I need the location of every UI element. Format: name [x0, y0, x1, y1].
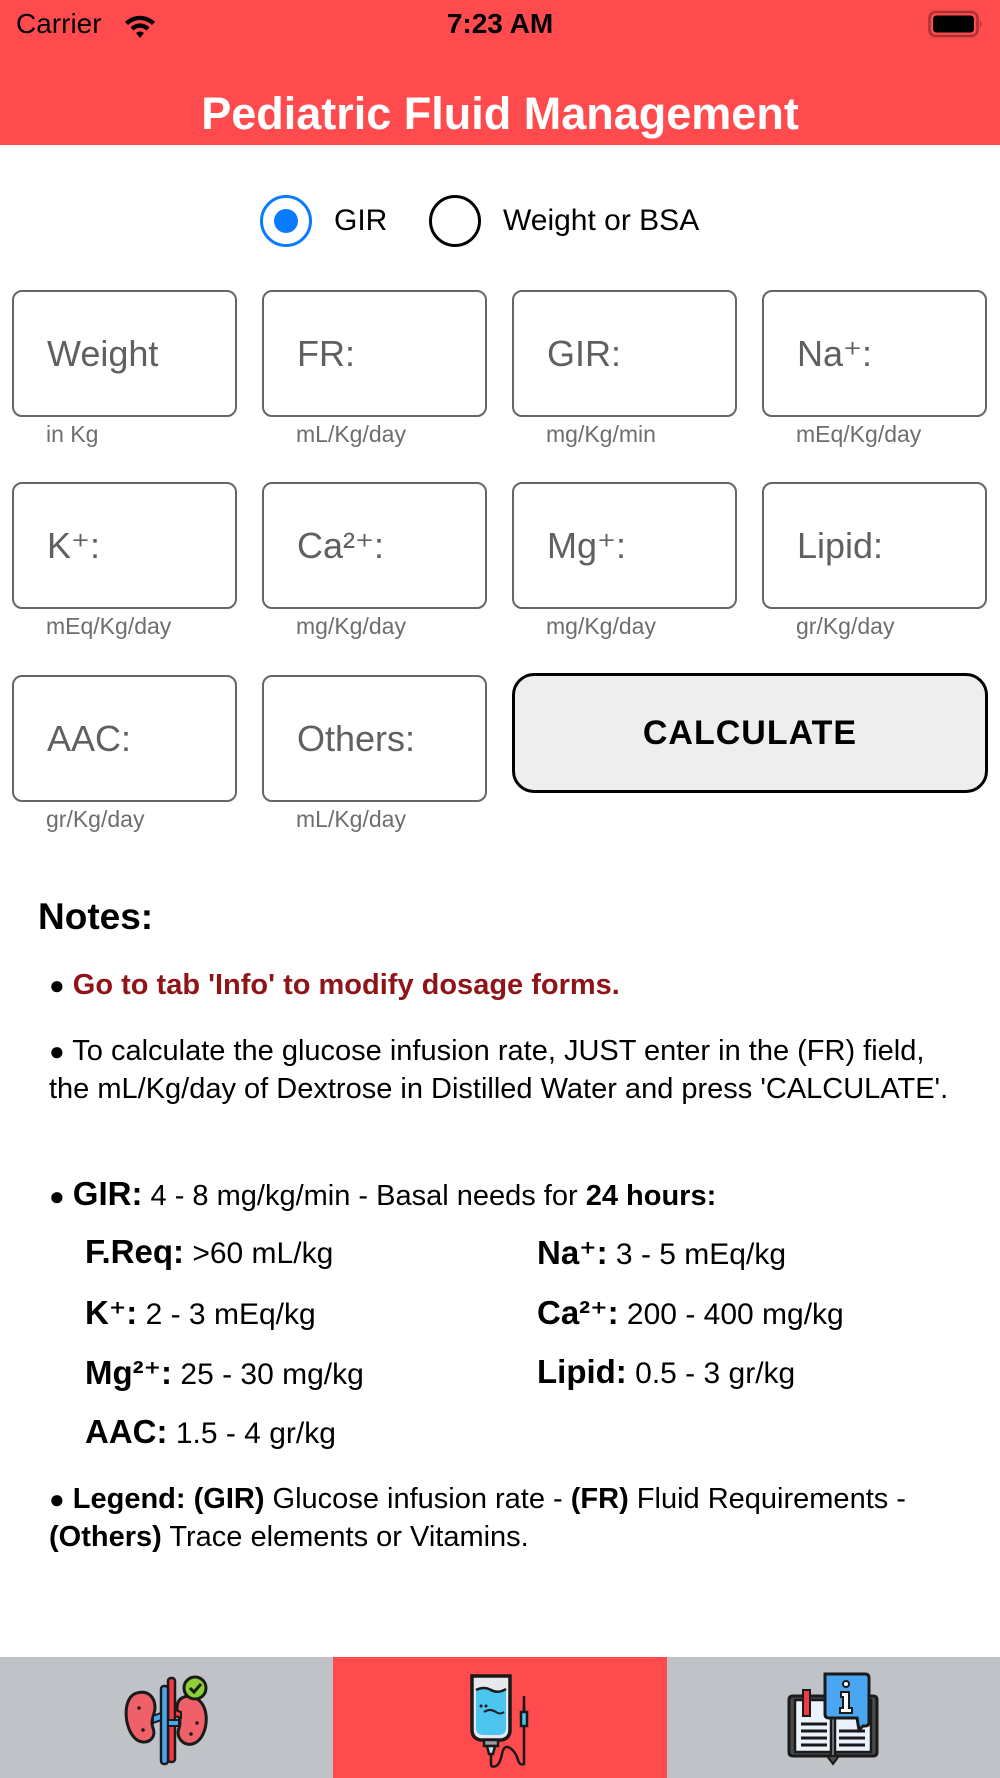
info-book-icon	[783, 1668, 883, 1768]
iv-bag-icon	[450, 1668, 550, 1768]
basal-value: 2 - 3 mEq/kg	[137, 1298, 316, 1331]
others-input[interactable]	[264, 677, 485, 800]
basal-label: Ca²⁺:	[537, 1294, 619, 1331]
mode-radio-group	[0, 195, 1000, 251]
note-calc-instructions-text: To calculate the glucose infusion rate, JUST enter in the (FR) field, the mL/Kg/day of Dextrose in Distilled Water and press 'CALCULATE'.	[49, 1035, 949, 1105]
basal-mg	[85, 1353, 364, 1392]
carrier-label: Carrier	[16, 8, 102, 39]
fr-input[interactable]	[264, 292, 485, 415]
note-info-tab-text: Go to tab 'Info' to modify dosage forms.	[72, 969, 620, 1001]
gir-range: 4 - 8 mg/kg/min - Basal needs for	[142, 1180, 586, 1212]
basal-aac	[85, 1413, 336, 1451]
legend-label: Legend:	[72, 1483, 186, 1515]
na-field-box	[762, 290, 987, 417]
fr-unit: mL/Kg/day	[296, 421, 406, 447]
k-input[interactable]	[14, 484, 235, 607]
basal-freq	[85, 1233, 333, 1271]
basal-value: >60 mL/kg	[184, 1237, 334, 1270]
radio-gir[interactable]	[260, 195, 387, 247]
legend-others-abbr: (Others)	[49, 1521, 162, 1553]
lipid-input[interactable]	[764, 484, 985, 607]
basal-value: 3 - 5 mEq/kg	[607, 1238, 786, 1271]
note-gir	[49, 1175, 969, 1215]
app-header	[0, 0, 1000, 145]
basal-value: 1.5 - 4 gr/kg	[167, 1417, 336, 1450]
gir-input[interactable]	[514, 292, 735, 415]
kidney-icon	[117, 1668, 217, 1768]
basal-label: K⁺:	[85, 1294, 138, 1331]
basal-value: 25 - 30 mg/kg	[172, 1358, 364, 1391]
mg-unit: mg/Kg/day	[546, 613, 656, 639]
basal-value: 0.5 - 3 gr/kg	[626, 1357, 796, 1390]
weight-unit: in Kg	[46, 421, 99, 447]
tab-info[interactable]	[667, 1657, 1000, 1778]
weight-input[interactable]	[14, 292, 235, 415]
basal-label: Na⁺:	[537, 1234, 608, 1271]
tab-iv-fluid[interactable]	[333, 1657, 666, 1778]
ca-unit: mg/Kg/day	[296, 613, 406, 639]
legend-gir-abbr: (GIR)	[193, 1483, 265, 1515]
page-title: Pediatric Fluid Management	[201, 88, 799, 139]
na-input[interactable]	[764, 292, 985, 415]
gir-label: GIR:	[72, 1175, 143, 1212]
legend-fr-abbr: (FR)	[570, 1483, 629, 1515]
ca-field-box	[262, 482, 487, 609]
mg-field-box	[512, 482, 737, 609]
others-unit: mL/Kg/day	[296, 806, 406, 832]
notes-title: Notes:	[38, 896, 154, 937]
radio-unselected-icon[interactable]	[429, 195, 481, 247]
gir-unit: mg/Kg/min	[546, 421, 656, 447]
status-time: 7:23 AM	[446, 8, 554, 39]
legend-fr-text: Fluid Requirements -	[628, 1483, 906, 1515]
bullet-icon: ●	[49, 1484, 65, 1514]
bullet-icon: ●	[49, 1181, 65, 1211]
lipid-field-box	[762, 482, 987, 609]
others-field-box	[262, 675, 487, 802]
bullet-icon: ●	[49, 1036, 65, 1066]
basal-k	[85, 1293, 316, 1332]
na-unit: mEq/Kg/day	[796, 421, 922, 447]
lipid-unit: gr/Kg/day	[796, 613, 895, 639]
tab-bar	[0, 1657, 1000, 1778]
radio-weight-bsa-label: Weight or BSA	[503, 204, 700, 237]
radio-weight-bsa[interactable]	[429, 195, 699, 247]
note-info-tab	[49, 966, 969, 1004]
basal-ca	[537, 1293, 844, 1332]
tab-kidney[interactable]	[0, 1657, 333, 1778]
basal-label: Lipid:	[537, 1353, 627, 1390]
legend-others-text: Trace elements or Vitamins.	[161, 1521, 529, 1553]
note-calc-instructions	[49, 1032, 949, 1108]
k-field-box	[12, 482, 237, 609]
radio-gir-label: GIR	[334, 204, 388, 237]
gir-field-box	[512, 290, 737, 417]
legend-gir-text: Glucose infusion rate -	[264, 1483, 571, 1515]
radio-selected-icon[interactable]	[260, 195, 312, 247]
basal-na	[537, 1233, 786, 1272]
basal-value: 200 - 400 mg/kg	[618, 1298, 844, 1331]
basal-label: AAC:	[85, 1413, 168, 1450]
basal-label: Mg²⁺:	[85, 1354, 173, 1391]
aac-input[interactable]	[14, 677, 235, 800]
bullet-icon: ●	[49, 970, 65, 1000]
basal-lipid	[537, 1353, 795, 1391]
gir-period: 24 hours:	[585, 1180, 717, 1212]
aac-field-box	[12, 675, 237, 802]
weight-field-box	[12, 290, 237, 417]
basal-label: F.Req:	[85, 1233, 184, 1270]
calculate-button[interactable]: CALCULATE	[512, 673, 988, 793]
aac-unit: gr/Kg/day	[46, 806, 145, 832]
battery-icon	[928, 10, 984, 38]
fr-field-box	[262, 290, 487, 417]
ca-input[interactable]	[264, 484, 485, 607]
mg-input[interactable]	[514, 484, 735, 607]
note-legend	[49, 1480, 929, 1556]
k-unit: mEq/Kg/day	[46, 613, 172, 639]
